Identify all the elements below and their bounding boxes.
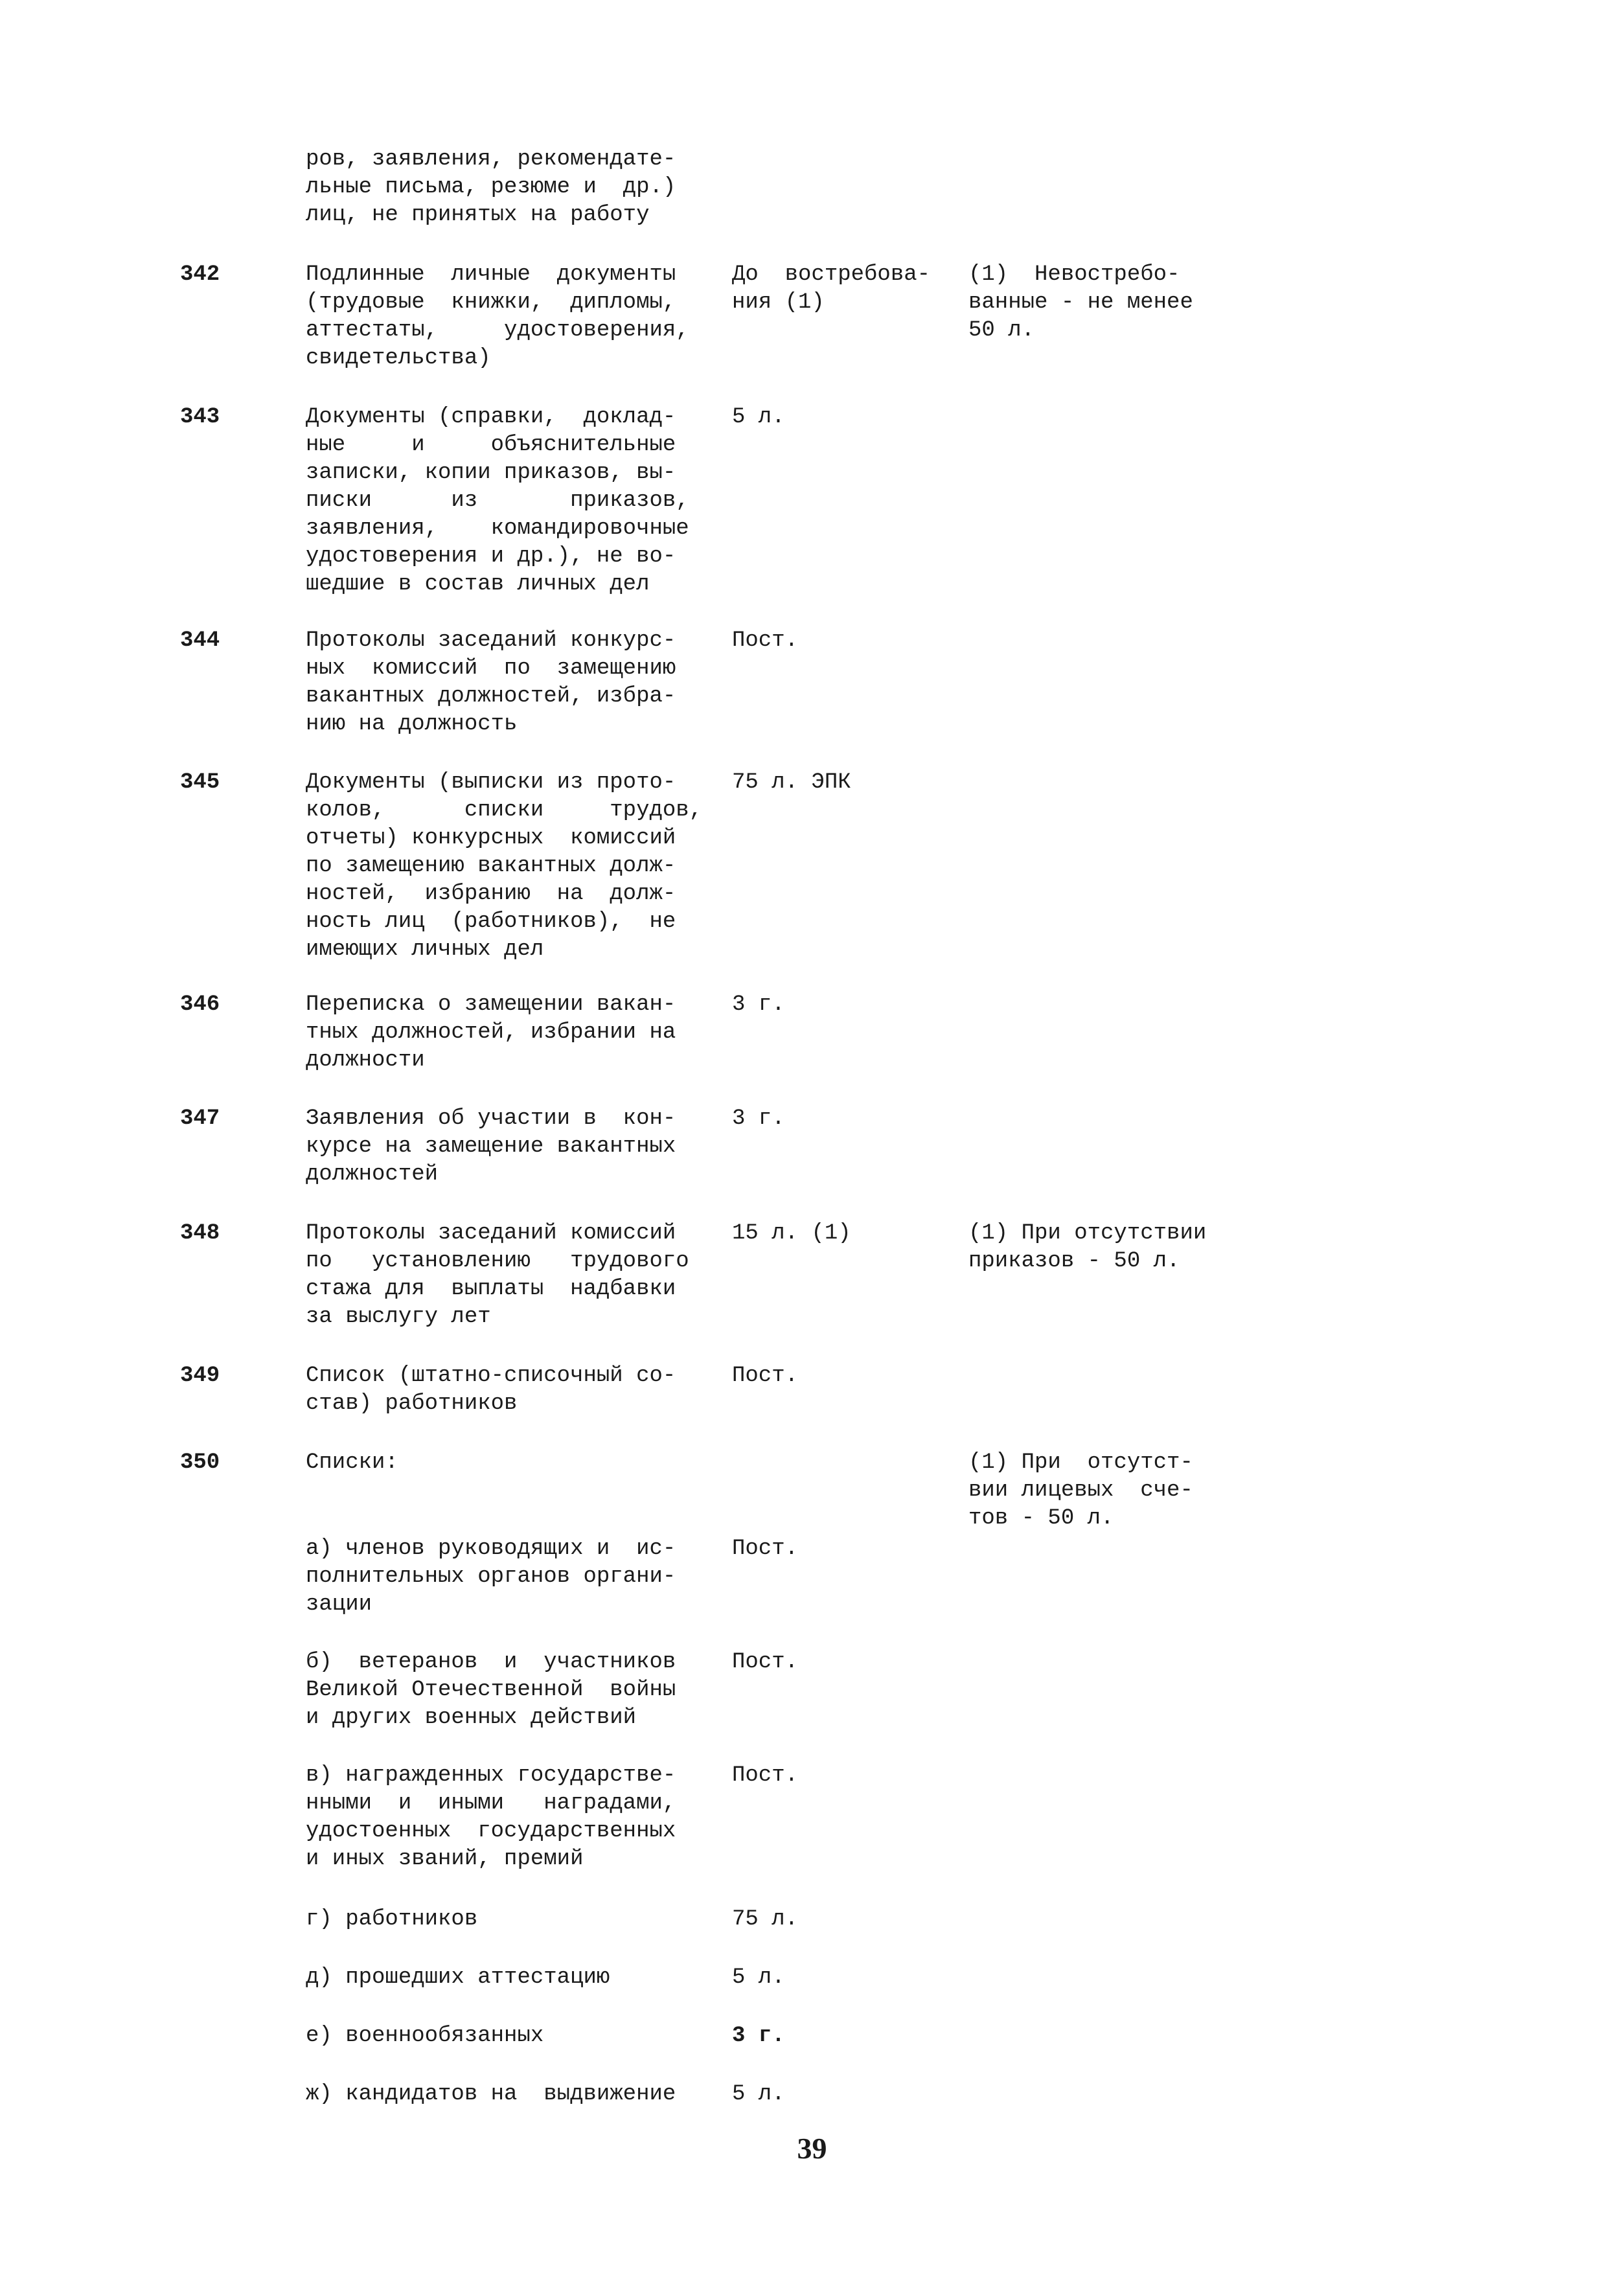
title-line: тных должностей, избрании на (306, 1020, 676, 1045)
article-title (306, 404, 720, 599)
title-line: Переписка о замещении вакан- (306, 992, 676, 1017)
sub-item-line: д) прошедших аттестацию (306, 1965, 610, 1990)
article-term (732, 404, 952, 431)
article-title (306, 1220, 720, 1331)
article-title (306, 1105, 720, 1189)
title-line: ных комиссий по замещению (306, 656, 676, 681)
term-line: 15 л. (1) (732, 1221, 851, 1246)
article-term (732, 1220, 952, 1248)
article-note (968, 261, 1253, 345)
sub-item-term: Пост. (732, 1650, 799, 1674)
article-number: 347 (180, 1106, 220, 1131)
sub-item-line: и иных званий, премий (306, 1847, 584, 1871)
article-note (968, 1449, 1253, 1533)
article-title (306, 1449, 720, 1477)
title-line: записки, копии приказов, вы- (306, 461, 676, 485)
sub-item-term: 75 л. (732, 1907, 799, 1932)
title-line: ные и объяснительные (306, 433, 676, 457)
article-term (732, 1105, 952, 1133)
title-line: за выслугу лет (306, 1305, 491, 1329)
article-term (732, 769, 952, 797)
title-line: колов, списки трудов, (306, 798, 703, 823)
sub-item-line: Великой Отечественной войны (306, 1678, 676, 1702)
title-line: имеющих личных дел (306, 937, 544, 962)
article-note (968, 1220, 1253, 1275)
title-line: Список (штатно-списочный со- (306, 1364, 676, 1388)
title-line: отчеты) конкурсных комиссий (306, 826, 676, 851)
title-line: Подлинные личные документы (306, 262, 676, 287)
note-line: 50 л. (968, 318, 1035, 343)
article-number: 344 (180, 628, 220, 653)
article-number: 346 (180, 992, 220, 1017)
sub-item-line: удостоенных государственных (306, 1819, 676, 1844)
term-line: ния (1) (732, 290, 825, 315)
title-line: вакантных должностей, избра- (306, 684, 676, 709)
title-line: Документы (выписки из прото- (306, 770, 676, 795)
note-line: (1) Невостребо- (968, 262, 1180, 287)
intro-text (306, 146, 720, 229)
sub-item-term: 5 л. (732, 2082, 785, 2107)
sub-item-line: полнительных органов органи- (306, 1564, 676, 1589)
title-line: ностей, избранию на долж- (306, 882, 676, 906)
title-line: удостоверения и др.), не во- (306, 544, 676, 569)
sub-item-line: и других военных действий (306, 1706, 637, 1730)
sub-item-term: 3 г. (732, 2024, 785, 2048)
intro-line: льные письма, резюме и др.) (306, 175, 676, 200)
sub-item-text (306, 1906, 720, 1934)
sub-item-term: Пост. (732, 1763, 799, 1788)
article-term (732, 627, 952, 655)
title-line: курсе на замещение вакантных (306, 1134, 676, 1159)
title-line: должностей (306, 1162, 439, 1187)
title-line: писки из приказов, (306, 488, 689, 513)
title-line: Протоколы заседаний конкурс- (306, 628, 676, 653)
term-line: Пост. (732, 1364, 799, 1388)
sub-item-line: зации (306, 1592, 372, 1617)
article-title (306, 261, 720, 372)
sub-item-line: а) членов руководящих и ис- (306, 1536, 676, 1561)
sub-item-text (306, 1649, 720, 1732)
title-line: свидетельства) (306, 346, 491, 371)
page-number: 39 (797, 2132, 827, 2165)
title-line: Заявления об участии в кон- (306, 1106, 676, 1131)
title-line: Списки: (306, 1450, 398, 1475)
sub-item-text (306, 1964, 720, 1992)
sub-item-line: в) награжденных государстве- (306, 1763, 676, 1788)
sub-item-term: Пост. (732, 1536, 799, 1561)
title-line: Документы (справки, доклад- (306, 405, 676, 429)
title-line: аттестаты, удостоверения, (306, 318, 689, 343)
sub-item-line: нными и иными наградами, (306, 1791, 676, 1816)
sub-item-line: е) военнообязанных (306, 2024, 544, 2048)
article-term (732, 991, 952, 1019)
term-line: 3 г. (732, 992, 785, 1017)
note-line: вии лицевых сче- (968, 1478, 1193, 1503)
term-line: 3 г. (732, 1106, 785, 1131)
article-number: 349 (180, 1364, 220, 1388)
article-number: 350 (180, 1450, 220, 1475)
note-line: приказов - 50 л. (968, 1249, 1180, 1273)
article-number: 348 (180, 1221, 220, 1246)
title-line: став) работников (306, 1391, 518, 1416)
sub-item-term: 5 л. (732, 1965, 785, 1990)
article-term (732, 261, 952, 317)
intro-line: ров, заявления, рекомендате- (306, 147, 676, 172)
term-line: Пост. (732, 628, 799, 653)
article-title (306, 991, 720, 1075)
note-line: (1) При отсутствии (968, 1221, 1207, 1246)
article-number: 343 (180, 405, 220, 429)
title-line: стажа для выплаты надбавки (306, 1277, 676, 1301)
article-number: 342 (180, 262, 220, 287)
note-line: (1) При отсутст- (968, 1450, 1193, 1475)
sub-item-line: г) работников (306, 1907, 478, 1932)
title-line: по установлению трудового (306, 1249, 689, 1273)
sub-item-line: ж) кандидатов на выдвижение (306, 2082, 676, 2107)
title-line: ность лиц (работников), не (306, 909, 676, 934)
article-term (732, 1362, 952, 1390)
title-line: Протоколы заседаний комиссий (306, 1221, 676, 1246)
sub-item-text (306, 1762, 720, 1873)
title-line: по замещению вакантных долж- (306, 854, 676, 878)
sub-item-text (306, 1535, 720, 1619)
article-title (306, 1362, 720, 1418)
article-title (306, 769, 720, 964)
note-line: тов - 50 л. (968, 1506, 1114, 1531)
title-line: шедшие в состав личных дел (306, 572, 650, 597)
title-line: должности (306, 1048, 425, 1073)
term-line: 5 л. (732, 405, 785, 429)
term-line: До востребова- (732, 262, 931, 287)
note-line: ванные - не менее (968, 290, 1193, 315)
intro-line: лиц, не принятых на работу (306, 203, 650, 227)
sub-item-text (306, 2081, 720, 2108)
article-title (306, 627, 720, 738)
article-number: 345 (180, 770, 220, 795)
title-line: заявления, командировочные (306, 516, 689, 541)
sub-item-text (306, 2022, 720, 2050)
term-line: 75 л. ЭПК (732, 770, 851, 795)
sub-item-line: б) ветеранов и участников (306, 1650, 676, 1674)
title-line: нию на должность (306, 712, 518, 737)
title-line: (трудовые книжки, дипломы, (306, 290, 676, 315)
